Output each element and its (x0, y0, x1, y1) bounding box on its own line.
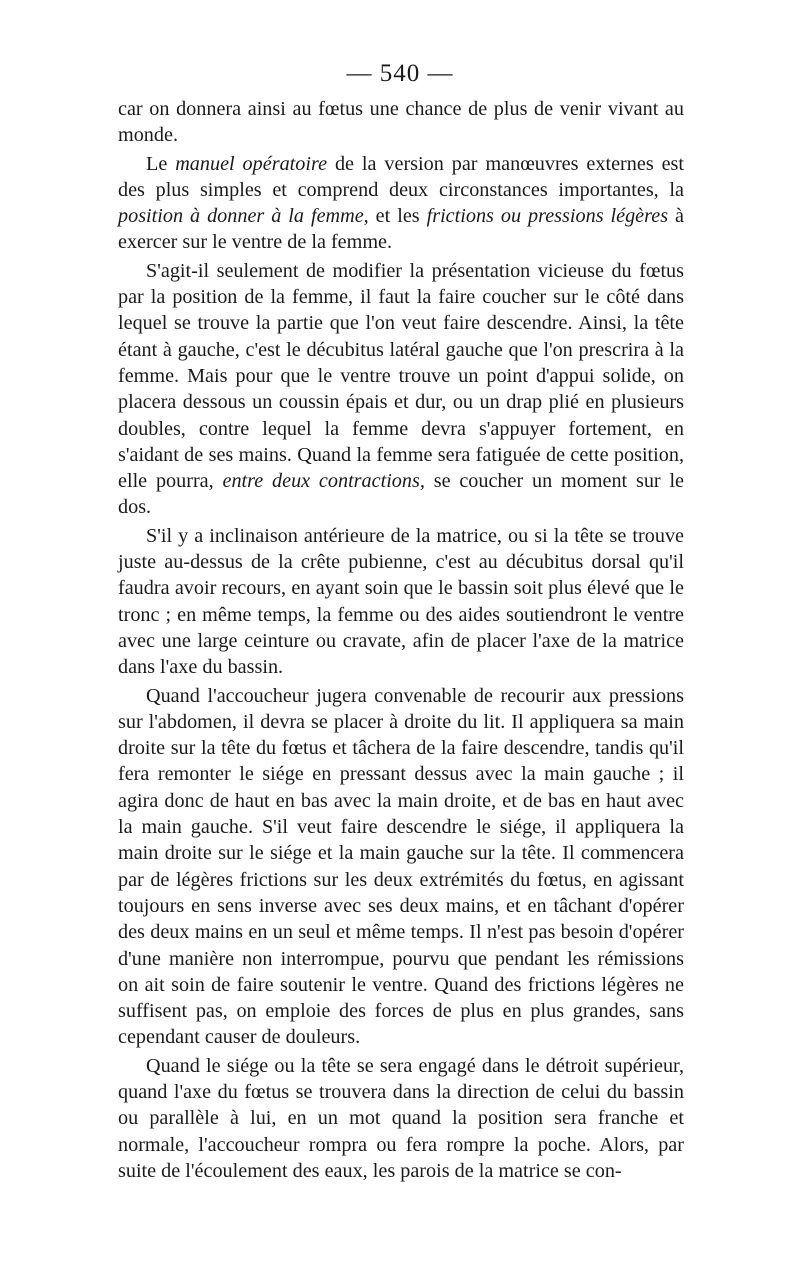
text-run: se coucher un moment sur le dos. (118, 470, 685, 519)
text-run: de la version par manœuvres externes est des plus simples et comprend deux circonstances importantes, la (118, 152, 685, 201)
italic-phrase: entre deux contractions, (222, 470, 425, 493)
text-run: car on donnera ainsi au fœtus une chance de plus de venir vivant au monde. (118, 98, 684, 147)
text-run: Le (146, 152, 176, 175)
text-run: Quand le siége ou la tête se sera engagé dans le détroit supérieur, quand l'axe du fœtus se trouvera dans la direction de celui du bassin ou parallèle à lui, en un mot quand la position sera franche et normale, l'accoucheur rompra ou fera rompre la poche. Alors, par suite de l'écoulement des eaux, les parois de la matrice se con- (118, 1054, 684, 1182)
body-text (118, 96, 684, 1186)
page-number: — 540 — (346, 60, 454, 87)
italic-phrase: frictions ou pressions légères (426, 205, 669, 228)
paragraph (118, 96, 684, 149)
paragraph (118, 258, 684, 521)
text-run: Quand l'accoucheur jugera convenable de recourir aux pressions sur l'abdomen, il devra se placer à droite du lit. Il appliquera sa main droite sur la tête du fœtus et tâchera de la faire descendre, tandis qu'il fera remonter le siége en pressant dessus avec la main gauche ; il agira donc de haut en bas avec la main droite, et de bas en haut avec la main gauche. S'il veut faire descendre le siége, il appliquera la main droite sur le siége et la main gauche sur la tête. Il commencera par de légères frictions sur les deux extrémités du fœtus, en agissant toujours en sens inverse avec ses deux mains, et en tâchant d'opérer des deux mains en un seul et même temps. Il n'est pas besoin d'opérer d'une manière non interrompue, pourvu que pendant les rémissions on ait soin de faire soutenir le ventre. Quand des frictions légères ne suffisent pas, on emploie des forces de plus en plus grandes, sans cependant causer de douleurs. (118, 684, 684, 1049)
paragraph (118, 683, 684, 1051)
text-run: S'il y a inclinaison antérieure de la matrice, ou si la tête se trouve juste au-dessus de la crête pubienne, c'est au décubitus dorsal qu'il faudra avoir recours, en ayant soin que le bassin soit plus élevé que le tronc ; en même temps, la femme ou des aides soutiendront le ventre avec une large ceinture ou cravate, afin de placer l'axe de la matrice dans l'axe du bassin. (118, 524, 684, 679)
italic-phrase: manuel opératoire (175, 152, 328, 175)
text-run: S'agit-il seulement de modifier la présentation vicieuse du fœtus par la position de la femme, il faut la faire coucher sur le côté dans lequel se trouve la partie que l'on veut faire descendre. Ainsi, la tête étant à gauche, c'est le décubitus latéral gauche que l'on prescrira à la femme. Mais pour que le ventre trouve un point d'appui solide, on placera dessous un coussin épais et dur, ou un drap plié en plusieurs doubles, contre lequel la femme devra s'appuyer fortement, en s'aidant de ses mains. Quand la femme sera fatiguée de cette position, elle pourra, (118, 259, 684, 493)
italic-phrase: position à donner à la femme, (118, 205, 369, 228)
paragraph (118, 523, 684, 681)
text-run: et les (368, 205, 427, 228)
text-run: à exercer sur le ventre de la femme. (118, 205, 684, 254)
paragraph (118, 151, 684, 256)
paragraph (118, 1053, 684, 1184)
